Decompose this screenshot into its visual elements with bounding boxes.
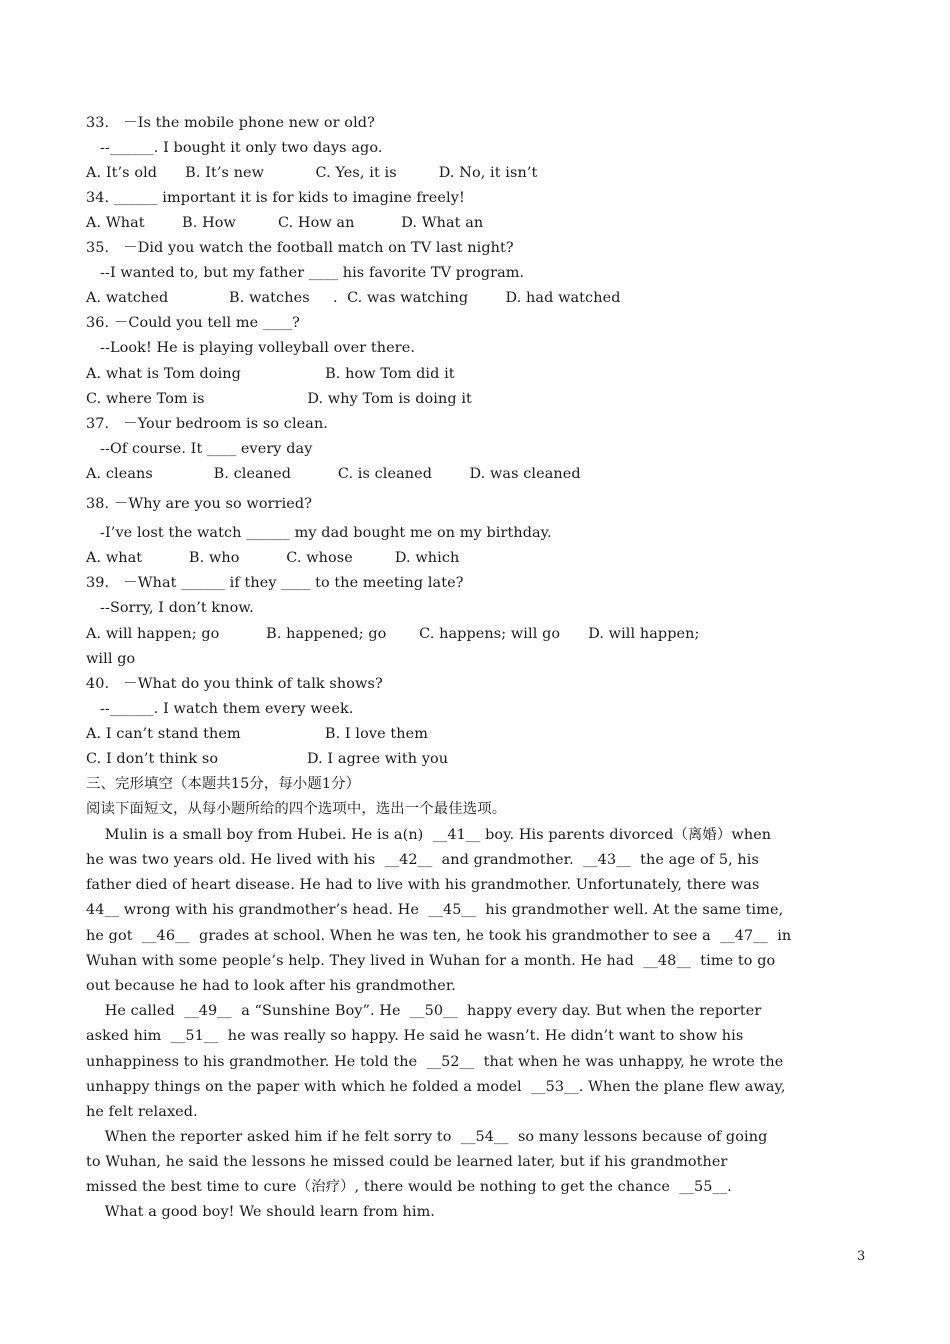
- section-instructions: 阅读下面短文，从每小题所给的四个选项中，选出一个最佳选项。: [86, 801, 507, 817]
- q38-reply: -I’ve lost the watch ______ my dad bought me on my birthday.: [86, 525, 552, 541]
- q35-stem: 35. －Did you watch the football match on TV last night?: [86, 240, 514, 256]
- q38-stem: 38. －Why are you so worried?: [86, 496, 313, 512]
- passage-line: he got __46__ grades at school. When he was ten, he took his grandmother to see a __47__ in: [86, 928, 792, 944]
- section-heading: 三、完形填空（本题共15分，每小题1分）: [86, 776, 361, 792]
- q39-reply: --Sorry, I don’t know.: [86, 600, 254, 616]
- q37-stem: 37. －Your bedroom is so clean.: [86, 416, 328, 432]
- passage-line: father died of heart disease. He had to live with his grandmother. Unfortunately, there was: [86, 877, 760, 893]
- passage-line: When the reporter asked him if he felt sorry to __54__ so many lessons because of going: [86, 1129, 768, 1145]
- q33-stem: 33. －Is the mobile phone new or old?: [86, 115, 375, 131]
- q39-options: A. will happen; go B. happened; go C. happens; will go D. will happen;: [86, 626, 700, 642]
- q35-options: A. watched B. watches . C. was watching D. had watched: [86, 290, 621, 306]
- q40-stem: 40. －What do you think of talk shows?: [86, 676, 383, 692]
- q39-stem: 39. －What ______ if they ____ to the meeting late?: [86, 575, 464, 591]
- q40-options-cd: C. I don’t think so D. I agree with you: [86, 751, 449, 767]
- passage-line: he was two years old. He lived with his __42__ and grandmother. __43__ the age of 5, his: [86, 852, 759, 868]
- q37-options: A. cleans B. cleaned C. is cleaned D. was cleaned: [86, 466, 581, 482]
- q38-options: A. what B. who C. whose D. which: [86, 550, 460, 566]
- passage-line: Wuhan with some people’s help. They lived in Wuhan for a month. He had __48__ time to go: [86, 953, 776, 969]
- passage-line: What a good boy! We should learn from him.: [86, 1204, 436, 1220]
- q36-options-ab: A. what is Tom doing B. how Tom did it: [86, 366, 455, 382]
- q40-options-ab: A. I can’t stand them B. I love them: [86, 726, 428, 742]
- q39-options-wrap: will go: [86, 651, 136, 667]
- q37-reply: --Of course. It ____ every day: [86, 441, 313, 457]
- passage-line: 44__ wrong with his grandmother’s head. He __45__ his grandmother well. At the same time,: [86, 902, 784, 918]
- q33-options: A. It’s old B. It’s new C. Yes, it is D. No, it isn’t: [86, 165, 538, 181]
- passage-line: to Wuhan, he said the lessons he missed could be learned later, but if his grandmother: [86, 1154, 728, 1170]
- q34-options: A. What B. How C. How an D. What an: [86, 215, 484, 231]
- passage-line: He called __49__ a “Sunshine Boy”. He __50__ happy every day. But when the reporter: [86, 1003, 762, 1019]
- q36-stem: 36. －Could you tell me ____?: [86, 315, 300, 331]
- q34-stem: 34. ______ important it is for kids to imagine freely!: [86, 190, 465, 206]
- passage-line: unhappiness to his grandmother. He told the __52__ that when he was unhappy, he wrote the: [86, 1054, 784, 1070]
- page-number: 3: [857, 1249, 866, 1264]
- passage-line: Mulin is a small boy from Hubei. He is a(n) __41__ boy. His parents divorced（离婚）when: [86, 827, 772, 843]
- q33-reply: --______. I bought it only two days ago.: [86, 140, 383, 156]
- q36-reply: --Look! He is playing volleyball over there.: [86, 340, 416, 356]
- passage-line: he felt relaxed.: [86, 1104, 198, 1120]
- passage-line: missed the best time to cure（治疗）, there would be nothing to get the chance __55__.: [86, 1179, 732, 1195]
- passage-line: unhappy things on the paper with which he folded a model __53__. When the plane flew away,: [86, 1079, 786, 1095]
- q40-reply: --______. I watch them every week.: [86, 701, 354, 717]
- passage-line: asked him __51__ he was really so happy. He said he wasn’t. He didn’t want to show his: [86, 1028, 744, 1044]
- passage-line: out because he had to look after his grandmother.: [86, 978, 456, 994]
- q36-options-cd: C. where Tom is D. why Tom is doing it: [86, 391, 472, 407]
- q35-reply: --I wanted to, but my father ____ his favorite TV program.: [86, 265, 525, 281]
